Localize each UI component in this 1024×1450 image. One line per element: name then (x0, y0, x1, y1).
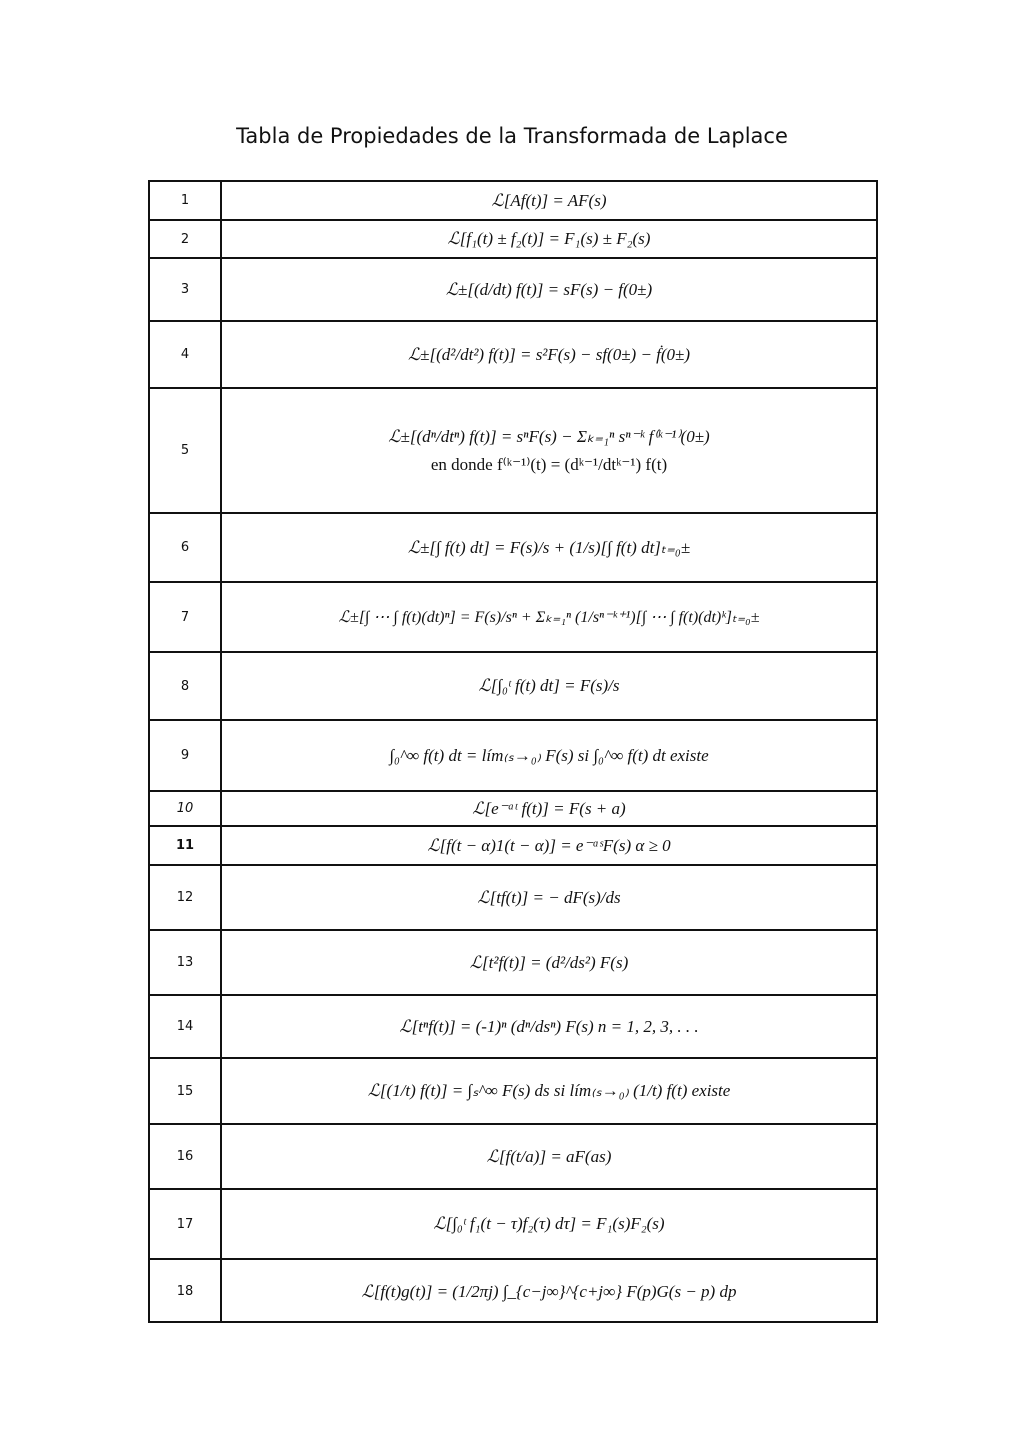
table-row (150, 221, 876, 259)
table-row (150, 322, 876, 389)
table-row (150, 792, 876, 827)
table-row (150, 1059, 876, 1125)
table-row (150, 182, 876, 221)
table-row (150, 1190, 876, 1260)
row-formula: ℒ±[(d²/dt²) f(t)] = s²F(s) − sf(0±) − ḟ(0±) (407, 344, 691, 364)
row-number: 9 (150, 721, 222, 790)
row-formula: ∫₀^∞ f(t) dt = lím₍ₛ→₀₎ F(s) si ∫₀^∞ f(t) dt existe (389, 745, 709, 765)
row-formula: ℒ[∫₀ᵗ f(t) dt] = F(s)/s (478, 676, 620, 695)
row-formula: ℒ[f(t − α)1(t − α)] = e⁻ᵅˢF(s) α ≥ 0 (427, 835, 671, 855)
row-formula: ℒ[f(t/a)] = aF(as) (486, 1146, 612, 1166)
table-row (150, 389, 876, 514)
table-row (150, 1125, 876, 1190)
row-number: 10 (150, 792, 222, 825)
row-number: 13 (150, 931, 222, 994)
row-formula: ℒ±[∫ ⋯ ∫ f(t)(dt)ⁿ] = F(s)/sⁿ + Σₖ₌₁ⁿ (1/sⁿ⁻ᵏ⁺¹)[∫ ⋯ ∫ f(t)(dt)ᵏ]ₜ₌₀± (338, 609, 760, 626)
table-row (150, 514, 876, 583)
row-formula: ℒ±[∫ f(t) dt] = F(s)/s + (1/s)[∫ f(t) dt]ₜ₌₀± (407, 537, 691, 557)
row-number: 4 (150, 322, 222, 387)
row-number: 15 (150, 1059, 222, 1123)
row-formula: ℒ±[(d/dt) f(t)] = sF(s) − f(0±) (445, 279, 653, 299)
row-number: 3 (150, 259, 222, 320)
row-formula: ℒ[tf(t)] = − dF(s)/ds (477, 887, 621, 907)
row-formula: ℒ[e⁻ᵃᵗ f(t)] = F(s + a) (472, 798, 626, 818)
formula-definition: en donde f⁽ᵏ⁻¹⁾(t) = (dᵏ⁻¹/dtᵏ⁻¹) f(t) (430, 454, 668, 474)
row-number: 2 (150, 221, 222, 257)
row-number: 8 (150, 653, 222, 719)
row-number: 1 (150, 182, 222, 219)
row-number: 14 (150, 996, 222, 1057)
row-number: 16 (150, 1125, 222, 1188)
row-formula: ℒ[Af(t)] = AF(s) (491, 190, 607, 210)
row-number: 17 (150, 1190, 222, 1258)
row-number: 12 (150, 866, 222, 929)
row-formula: ℒ[(1/t) f(t)] = ∫ₛ^∞ F(s) ds si lím₍ₛ→₀₎ (1/t) f(t) existe (367, 1081, 731, 1100)
table-row (150, 1260, 876, 1323)
row-number: 7 (150, 583, 222, 651)
row-formula: ℒ[∫₀ᵗ f₁(t − τ)f₂(τ) dτ] = F₁(s)F₂(s) (433, 1214, 665, 1233)
row-formula: ℒ[f(t)g(t)] = (1/2πj) ∫_{c−j∞}^{c+j∞} F(p)G(s − p) dp (361, 1281, 737, 1301)
page-title: Tabla de Propiedades de la Transformada de Laplace (236, 124, 788, 148)
table-row (150, 996, 876, 1059)
properties-table (148, 180, 878, 1323)
table-row (150, 583, 876, 653)
table-row (150, 931, 876, 996)
row-formula: ℒ[f₁(t) ± f₂(t)] = F₁(s) ± F₂(s) (447, 229, 651, 248)
row-number: 18 (150, 1260, 222, 1323)
row-formula: ℒ[tⁿf(t)] = (-1)ⁿ (dⁿ/dsⁿ) F(s) n = 1, 2, 3, . . . (399, 1016, 699, 1036)
table-row (150, 259, 876, 322)
table-row (150, 653, 876, 721)
formula-line: ℒ±[(dⁿ/dtⁿ) f(t)] = sⁿF(s) − Σₖ₌₁ⁿ sⁿ⁻ᵏ f⁽ᵏ⁻¹⁾(0±) (388, 426, 710, 446)
row-number: 5 (150, 389, 222, 512)
table-row (150, 866, 876, 931)
row-formula (222, 389, 876, 512)
row-number: 11 (150, 827, 222, 864)
row-number: 6 (150, 514, 222, 581)
table-row (150, 721, 876, 792)
row-formula: ℒ[t²f(t)] = (d²/ds²) F(s) (469, 952, 629, 972)
table-row (150, 827, 876, 866)
